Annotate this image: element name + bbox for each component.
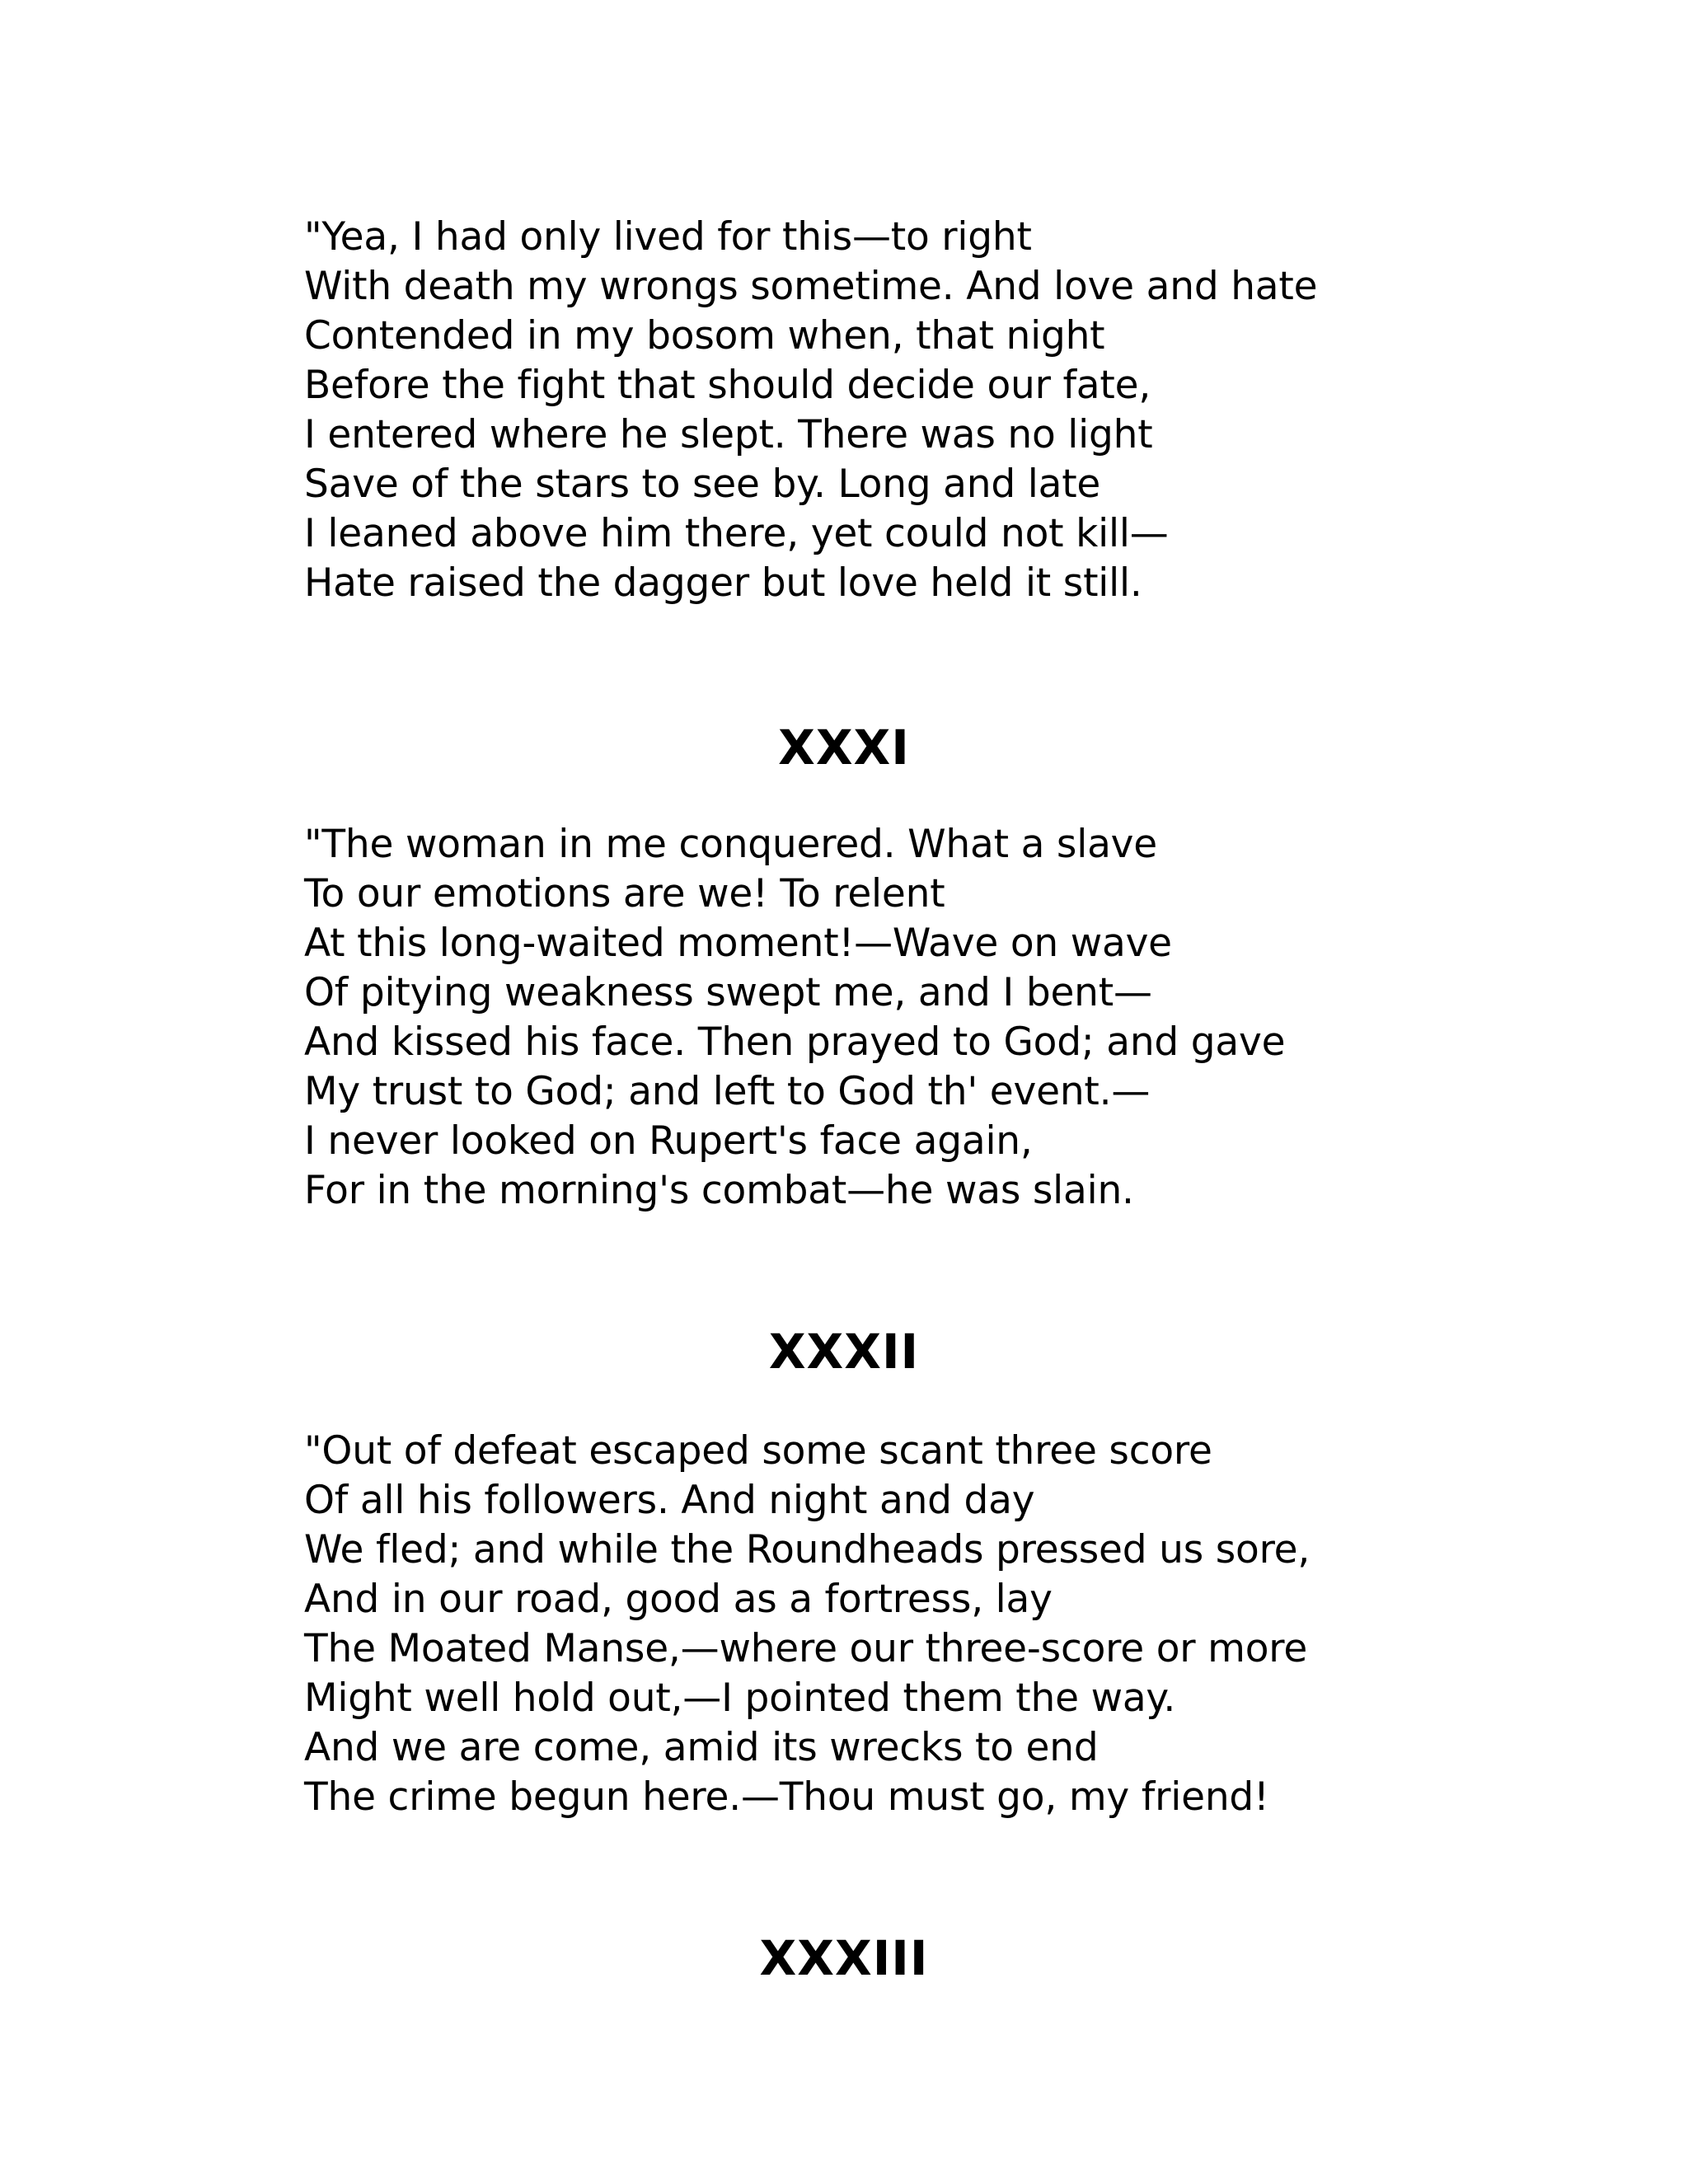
verse-line: To our emotions are we! To relent [304, 871, 945, 916]
verse-line: The Moated Manse,—where our three-score or more [304, 1626, 1308, 1671]
verse-line: And we are come, amid its wrecks to end [304, 1725, 1099, 1770]
verse-line: At this long-waited moment!—Wave on wave [304, 921, 1172, 966]
verse-line: I never looked on Rupert's face again, [304, 1118, 1033, 1164]
stanza-xxx-continued [304, 213, 1317, 608]
verse-line: And kissed his face. Then prayed to God; and gave [304, 1019, 1286, 1065]
verse-line: Of pitying weakness swept me, and I bent— [304, 970, 1152, 1015]
verse-line: And in our road, good as a fortress, lay [304, 1577, 1053, 1622]
verse-line: We fled; and while the Roundheads pressed us sore, [304, 1527, 1311, 1572]
verse-line: For in the morning's combat—he was slain. [304, 1168, 1134, 1213]
stanza-xxxii [304, 1427, 1310, 1822]
verse-line: My trust to God; and left to God th' event.— [304, 1069, 1151, 1114]
verse-line: Of all his followers. And night and day [304, 1478, 1035, 1523]
verse-line: Contended in my bosom when, that night [304, 313, 1105, 359]
verse-line: I entered where he slept. There was no light [304, 412, 1153, 457]
verse-line: Save of the stars to see by. Long and late [304, 462, 1101, 507]
verse-line: Might well hold out,—I pointed them the way. [304, 1675, 1176, 1721]
section-heading-xxxiii: XXXIII [759, 1930, 929, 1986]
verse-line: "Out of defeat escaped some scant three score [304, 1428, 1212, 1474]
verse-line: The crime begun here.—Thou must go, my friend! [304, 1774, 1269, 1820]
section-heading-xxxii: XXXII [768, 1324, 920, 1380]
verse-line: Hate raised the dagger but love held it still. [304, 560, 1142, 606]
verse-line: "Yea, I had only lived for this—to right [304, 214, 1032, 260]
verse-line: With death my wrongs sometime. And love and hate [304, 264, 1318, 309]
verse-line: Before the fight that should decide our fate, [304, 363, 1151, 408]
section-heading-xxxi: XXXI [778, 719, 910, 776]
verse-line: I leaned above him there, yet could not kill— [304, 511, 1169, 556]
verse-line: "The woman in me conquered. What a slave [304, 822, 1157, 867]
stanza-xxxi [304, 820, 1285, 1216]
